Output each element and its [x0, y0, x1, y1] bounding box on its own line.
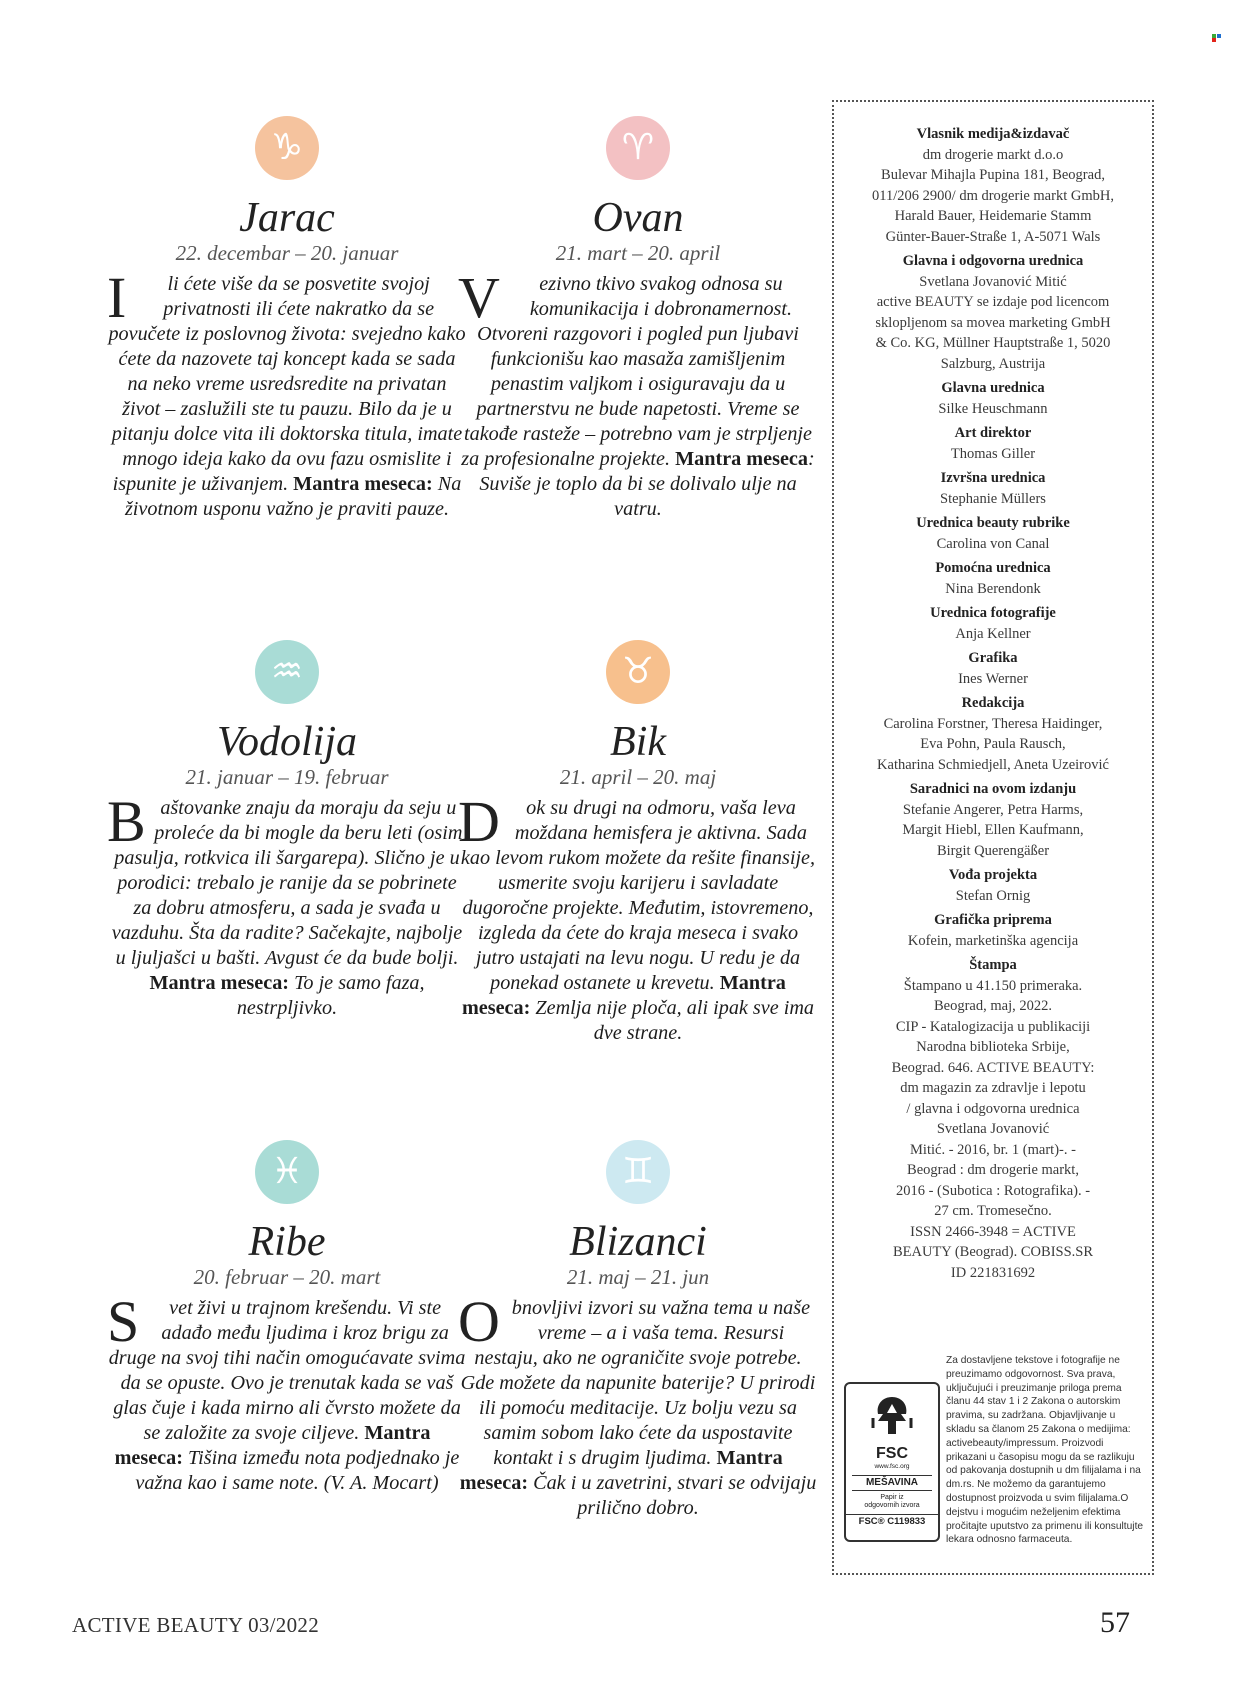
impressum-heading: Vođa projekta — [948, 867, 1038, 883]
impressum-heading: Glavna i odgovorna urednica — [902, 253, 1084, 269]
horoscope-text — [107, 265, 467, 522]
sign-date-range: 21. mart – 20. april — [555, 241, 721, 265]
mantra-text: : Suviše je toplo da bi se dolivalo ulje na vatru. — [479, 448, 815, 520]
sign-ovan — [458, 116, 818, 522]
horoscope-text — [107, 789, 467, 1021]
fsc-section — [842, 1354, 1148, 1564]
impressum-text: Stephanie Müllers — [940, 490, 1046, 507]
mantra-text: To je samo faza, nestrpljivko. — [236, 972, 425, 1019]
mantra-text: Na životnom usponu važno je praviti pauze. — [124, 473, 462, 520]
impressum-text: Carolina Forstner, Theresa Haidinger, Eva Pohn, Paula Rausch, Katharina Schmiedjell, Aneta Uzeirović — [877, 715, 1109, 773]
mantra-label: Mantra meseca: — [461, 972, 786, 1019]
aquarius-icon: ♒ — [255, 640, 319, 704]
impressum-text: Ines Werner — [958, 670, 1028, 687]
impressum-assistant-editor — [842, 558, 1144, 599]
impressum-beauty-editor — [842, 513, 1144, 554]
impressum-text: Štampano u 41.150 primeraka. Beograd, maj, 2022. CIP - Katalogizacija u publikaciji Narodna biblioteka Srbije, Beograd. 646. ACTIVE BEAUTY: dm magazin za zdravlje i lepotu / glavna i odgovorna urednica Svetlana Jovanović Mitić. - 2016, br. 1 (mart)-. - Beograd : dm drogerie markt, 2016 - (Subotica : Rotografika). - 27 cm. Tromesečno. ISSN 2466-3948 = ACTIVE BEAUTY (Beograd). COBISS.SR ID 221831692 — [891, 977, 1095, 1281]
impressum-heading: Grafika — [968, 650, 1018, 666]
impressum-heading: Vlasnik medija&izdavač — [916, 126, 1070, 142]
drop-cap: D — [458, 789, 500, 854]
impressum-heading: Glavna urednica — [941, 380, 1045, 396]
sign-vodolija — [107, 640, 467, 1021]
sign-title: Blizanci — [569, 1219, 707, 1265]
impressum-owner — [842, 124, 1144, 247]
horoscope-paragraph: vet živi u trajnom krešendu. Vi ste adađo među ljudima i kroz brigu za druge na svoj tihi način omogućavate svima da se opuste. Ovo je trenutak kada se vaš glas čuje i kada mirno ali čvrsto možete da se založite za svoje ciljeve. — [108, 1297, 466, 1444]
impressum-graphics — [842, 648, 1144, 689]
fsc-label: FSC — [876, 1445, 908, 1462]
sign-title: Bik — [610, 719, 666, 765]
horoscope-text — [107, 1289, 467, 1496]
horoscope-paragraph: bnovljivi izvori su važna tema u naše vreme – a i vaša tema. Resursi nestaju, ako ne ograničite svoje potrebe. Gde možete da napunite baterije? U prirodi ili pomoću meditacije. Uz bolju vezu sa samim sobom lako ćete da uspostavite kontakt i s drugim ljudima. — [460, 1297, 816, 1469]
impressum-heading: Art direktor — [954, 425, 1032, 441]
fsc-paper-label: Papir iz odgovornih izvora — [864, 1494, 920, 1509]
horoscope-text — [458, 789, 818, 1046]
fsc-logo — [844, 1382, 940, 1542]
mantra-text: Zemlja nije ploča, ali ipak sve ima dve strane. — [530, 997, 815, 1044]
gemini-icon: ♊ — [606, 1140, 670, 1204]
capricorn-icon: ♑ — [255, 116, 319, 180]
impressum-heading: Urednica fotografije — [930, 605, 1056, 621]
sign-date-range: 21. maj – 21. jun — [566, 1265, 710, 1289]
mantra-label: Mantra meseca: — [459, 1447, 783, 1494]
impressum-heading: Štampa — [969, 957, 1017, 973]
impressum-heading: Redakcija — [961, 695, 1025, 711]
impressum-text: Kofein, marketinška agencija — [907, 932, 1079, 949]
impressum-chief-editor — [842, 251, 1144, 374]
fsc-tree-icon — [870, 1394, 914, 1438]
mantra-label: Mantra meseca: — [293, 473, 433, 495]
horoscope-text — [458, 265, 818, 522]
impressum-text: Anja Kellner — [955, 625, 1031, 642]
impressum-heading: Pomoćna urednica — [935, 560, 1051, 576]
mantra-text: Čak i u zavetrini, stvari se odvijaju prilično dobro. — [528, 1472, 817, 1519]
mantra-label: Mantra meseca — [675, 448, 808, 470]
drop-cap: B — [107, 789, 146, 854]
sign-ribe — [107, 1140, 467, 1496]
impressum-art-director — [842, 423, 1144, 464]
impressum-heading: Saradnici na ovom izdanju — [909, 781, 1077, 797]
disclaimer-text: Za dostavljene tekstove i fotografije ne preuzimamo odgovornost. Sva prava, uključujući i preuzimanje priloga prema članu 44 stav 1 i 2 Zakona o autorskim pravima, su zadržana. Objavljivanje u skladu sa članom 25 Zakona o medijima: activebeauty/impressum. Proizvodi prikazani u časopisu mogu da se razlikuju od pakovanja dostupnih u dm filijalama i na dm.rs. Ne možemo da garantujemo dostupnost proizvoda u svim filijalama.O dejstvu i mogućim neželjenim efektima pročitajte uputstvo za primenu ili konsultujte lekara odnosno farmaceuta. — [946, 1355, 1144, 1546]
impressum-exec-editor — [842, 468, 1144, 509]
sign-title: Ovan — [592, 195, 684, 241]
magazine-issue: ACTIVE BEAUTY 03/2022 — [72, 1613, 319, 1637]
sign-bik — [458, 640, 818, 1046]
pisces-icon: ♓ — [255, 1140, 319, 1204]
impressum-project-lead — [842, 865, 1144, 906]
impressum-print — [842, 955, 1144, 1283]
impressum-heading: Izvršna urednica — [940, 470, 1046, 486]
impressum-prepress — [842, 910, 1144, 951]
impressum-text: Silke Heuschmann — [938, 400, 1048, 417]
drop-cap: V — [458, 265, 500, 330]
impressum-text: Svetlana Jovanović Mitić active BEAUTY se izdaje pod licencom sklopljenom sa movea marketing GmbH & Co. KG, Müllner Hauptstraße 1, 5020 Salzburg, Austrija — [875, 273, 1111, 372]
impressum-heading: Grafička priprema — [934, 912, 1052, 928]
sign-blizanci — [458, 1140, 818, 1521]
impressum-contributors — [842, 779, 1144, 861]
aries-icon: ♈ — [606, 116, 670, 180]
sign-title: Vodolija — [216, 719, 357, 765]
corner-color-mark — [1212, 34, 1222, 42]
horoscope-text — [458, 1289, 818, 1521]
sign-date-range: 22. decembar – 20. januar — [175, 241, 399, 265]
horoscope-paragraph: ok su drugi na odmoru, vaša leva moždana hemisfera je aktivna. Sada kao levom rukom možete da rešite finansije, usmerite svoju karijeru i savladate dugoročne projekte. Međutim, istovremeno, izgleda da ćete do kraja meseca i svako jutro ustajati na levu nogu. U redu je da ponekad ostanete u krevetu. — [460, 797, 816, 994]
mantra-label: Mantra meseca: — [114, 1422, 431, 1469]
impressum-text: Nina Berendonk — [945, 580, 1041, 597]
impressum-text: dm drogerie markt d.o.o Bulevar Mihajla Pupina 181, Beograd, 011/206 2900/ dm drogerie markt GmbH, Harald Bauer, Heidemarie Stamm Günter-Bauer-Straße 1, A-5071 Wals — [872, 146, 1114, 245]
impressum-text: Carolina von Canal — [936, 535, 1050, 552]
impressum-text: Stefanie Angerer, Petra Harms, Margit Hiebl, Ellen Kaufmann, Birgit Querengäßer — [902, 801, 1084, 859]
impressum-photo-editor — [842, 603, 1144, 644]
sign-title: Jarac — [239, 195, 335, 241]
sign-date-range: 21. april – 20. maj — [559, 765, 717, 789]
sign-date-range: 21. januar – 19. februar — [185, 765, 389, 789]
impressum-text: Thomas Giller — [950, 445, 1036, 462]
impressum-box — [832, 100, 1154, 1575]
impressum-redakcija — [842, 693, 1144, 775]
mantra-text: Tišina između nota podjednako je važna kao i same note. (V. A. Mocart) — [135, 1447, 460, 1494]
horoscope-paragraph: li ćete više da se posvetite svojoj privatnosti ili ćete nakratko da se povučete iz poslovnog života: svejedno kako ćete da nazovete taj koncept kada se sada na neko vreme usredsredite na privatan život – zaslužili ste tu pauzu. Bilo da je u pitanju dolce vita ili doktorska titula, imate mnogo ideja kako da ovu fazu osmislite i ispunite je uživanjem. — [108, 273, 466, 495]
drop-cap: O — [458, 1289, 500, 1354]
horoscope-paragraph: aštovanke znaju da moraju da seju u proleće da bi mogle da beru leti (osim pasulja, rotkvica ili šargarepa). Slično je u porodici: trebalo je ranije da se pobrinete za dobru atmosferu, a sada je svađa u vazduhu. Šta da radite? Sačekajte, najbolje u ljuljašci u bašti. Avgust će da bude bolji. — [111, 797, 463, 969]
horoscope-paragraph: ezivno tkivo svakog odnosa su komunikacija i dobronamernost. Otvoreni razgovori i pogled pun ljubavi funkcionišu kao masaža zamišljenim penastim valjkom i osiguravaju da u partnerstvu ne bude napetosti. Vreme se takođe rasteže – potrebno vam je strpljenje za profesionalne projekte. — [461, 273, 812, 470]
fsc-license-code: FSC® C119833 — [846, 1514, 938, 1529]
impressum-editor — [842, 378, 1144, 419]
fsc-mix-label: MEŠAVINA — [852, 1475, 932, 1491]
page-number: 57 — [1100, 1606, 1130, 1639]
sign-title: Ribe — [248, 1219, 326, 1265]
drop-cap: S — [107, 1289, 140, 1354]
sign-date-range: 20. februar – 20. mart — [193, 1265, 381, 1289]
impressum-text: Stefan Ornig — [955, 887, 1031, 904]
mantra-label: Mantra meseca: — [149, 972, 290, 994]
sign-jarac — [107, 116, 467, 522]
drop-cap: I — [107, 265, 127, 330]
fsc-url: www.fsc.org — [874, 1463, 910, 1470]
taurus-icon: ♉ — [606, 640, 670, 704]
impressum-heading: Urednica beauty rubrike — [916, 515, 1070, 531]
